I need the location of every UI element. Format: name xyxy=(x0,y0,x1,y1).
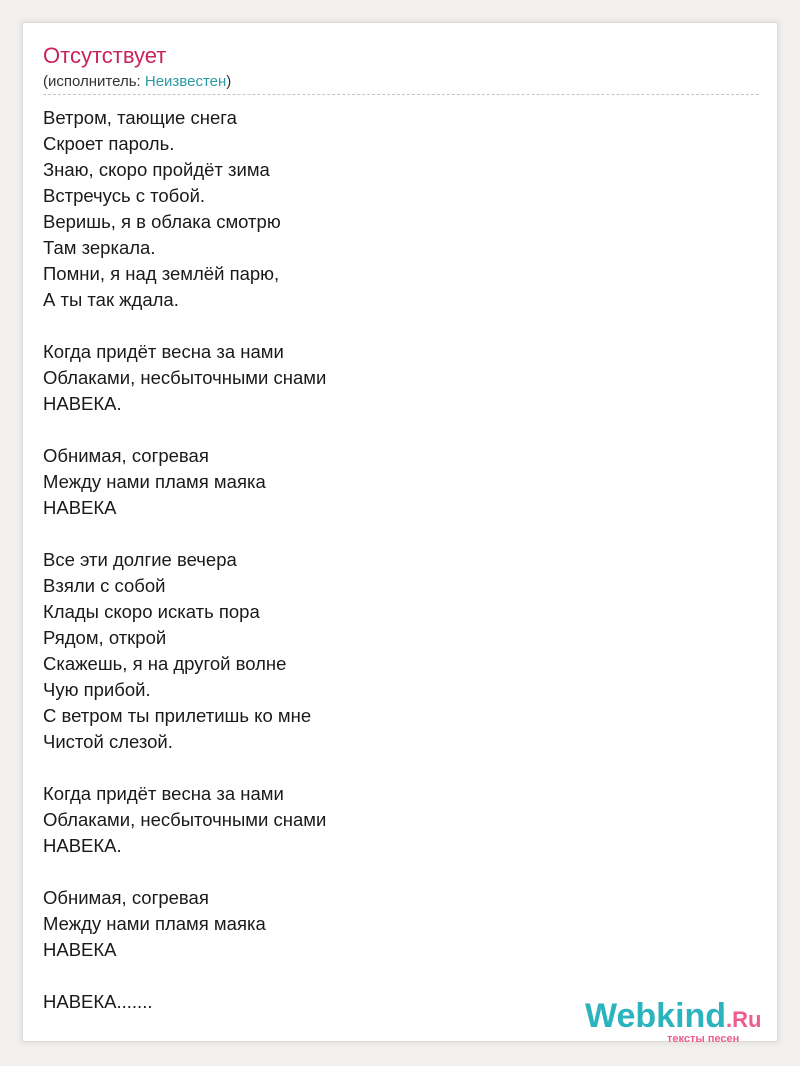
lyrics-line: Между нами пламя маяка xyxy=(43,913,266,934)
lyrics-blank-line xyxy=(43,521,743,547)
lyrics-line: Знаю, скоро пройдёт зима xyxy=(43,159,270,180)
lyrics-line: Обнимая, согревая xyxy=(43,887,209,908)
lyrics-line: НАВЕКА xyxy=(43,939,117,960)
lyrics-blank-line xyxy=(43,963,743,989)
logo-tld: .Ru xyxy=(726,1007,762,1032)
lyrics-line: А ты так ждала. xyxy=(43,289,179,310)
lyrics-line: Между нами пламя маяка xyxy=(43,471,266,492)
lyrics-line: Ветром, тающие снега xyxy=(43,107,237,128)
lyrics-line: Веришь, я в облака смотрю xyxy=(43,211,281,232)
lyrics-line: Взяли с собой xyxy=(43,575,166,596)
performer-line xyxy=(43,73,231,90)
lyrics-line: Облаками, несбыточными снами xyxy=(43,809,327,830)
lyrics-line: Рядом, открой xyxy=(43,627,167,648)
lyrics-line: Скажешь, я на другой волне xyxy=(43,653,287,674)
logo-tagline: тексты песен xyxy=(667,1033,740,1045)
lyrics-blank-line xyxy=(43,859,743,885)
lyrics-card xyxy=(22,22,778,1045)
lyrics-line: Помни, я над землёй парю, xyxy=(43,263,280,284)
lyrics-line: Когда придёт весна за нами xyxy=(43,783,284,804)
title-divider xyxy=(43,94,759,95)
lyrics-line: НАВЕКА. xyxy=(43,393,122,414)
artist-link[interactable]: Неизвестен xyxy=(144,73,227,90)
lyrics-line: НАВЕКА xyxy=(43,497,117,518)
logo-name: Webkind xyxy=(585,997,727,1035)
logo-wordmark xyxy=(585,997,762,1036)
lyrics-line: Встречусь с тобой. xyxy=(43,185,206,206)
lyrics-line: НАВЕКА. xyxy=(43,835,122,856)
lyrics-line: Облаками, несбыточными снами xyxy=(43,367,327,388)
lyrics-blank-line xyxy=(43,417,743,443)
lyrics-line: Все эти долгие вечера xyxy=(43,549,237,570)
performer-prefix: (исполнитель: xyxy=(43,73,145,90)
lyrics-line: НАВЕКА....... xyxy=(43,991,153,1012)
lyrics-text xyxy=(43,105,743,1015)
lyrics-line: Там зеркала. xyxy=(43,237,156,258)
lyrics-line: Когда придёт весна за нами xyxy=(43,341,284,362)
lyrics-blank-line xyxy=(43,755,743,781)
song-title: Отсутствует xyxy=(43,43,167,68)
lyrics-line: Чую прибой. xyxy=(43,679,151,700)
lyrics-line: Обнимая, согревая xyxy=(43,445,209,466)
webkind-logo xyxy=(585,997,785,1047)
lyrics-blank-line xyxy=(43,313,743,339)
lyrics-line: Чистой слезой. xyxy=(43,731,173,752)
lyrics-line: Клады скоро искать пора xyxy=(43,601,260,622)
performer-suffix: ) xyxy=(226,73,232,90)
lyrics-line: Скроет пароль. xyxy=(43,133,175,154)
lyrics-line: С ветром ты прилетишь ко мне xyxy=(43,705,312,726)
